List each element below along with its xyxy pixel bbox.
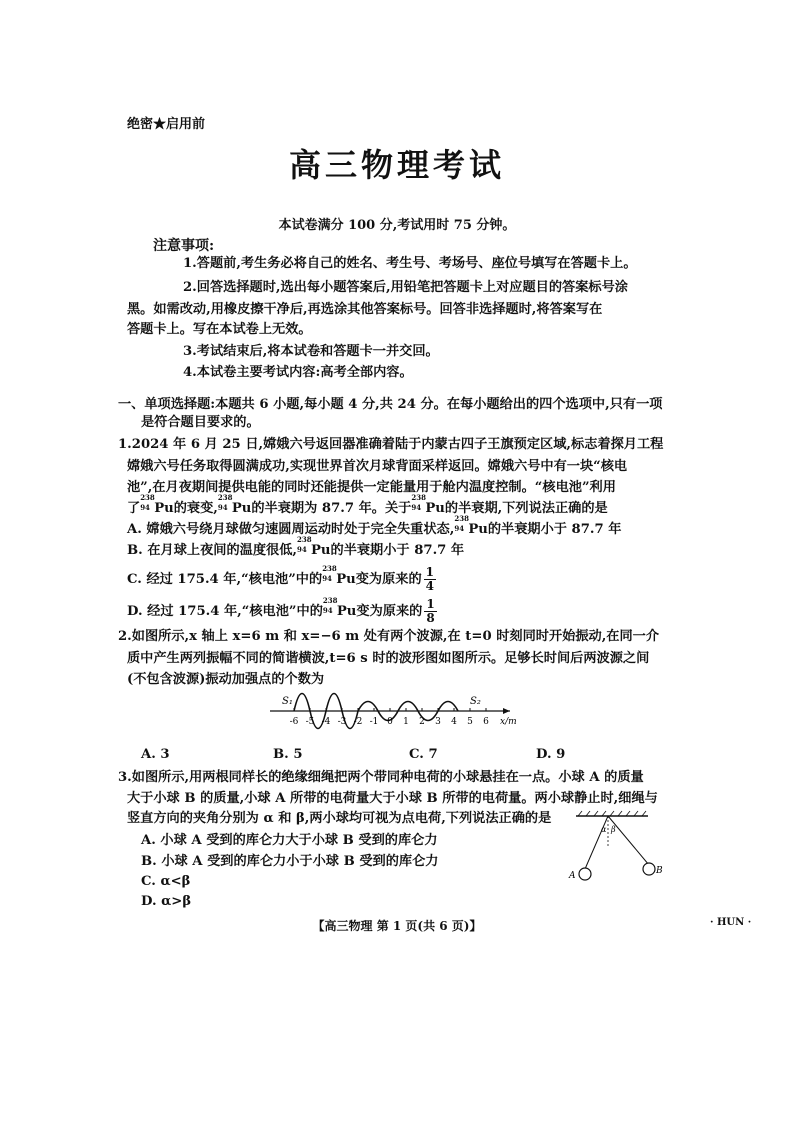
nuclide-mass: 238 xyxy=(296,535,312,544)
q1-option-b xyxy=(127,535,465,560)
pu-nuclide xyxy=(454,514,469,533)
pu-nuclide xyxy=(296,535,312,554)
section-heading-line-2: 是符合题目要求的。 xyxy=(141,415,260,430)
axis-unit-label: x/m xyxy=(500,717,517,727)
q3-option-a: A. 小球 A 受到的库仑力大于小球 B 受到的库仑力 xyxy=(141,833,438,848)
q1-line-4-c: 的半衰期为 87.7 年。关于 xyxy=(251,501,412,516)
q1-option-d xyxy=(127,598,437,625)
note-2-line-2: 黑。如需改动,用橡皮擦干净后,再选涂其他答案标号。回答非选择题时,将答案写在 xyxy=(127,302,603,317)
q1-option-a-text-2: 的半衰期小于 87.7 年 xyxy=(487,522,622,537)
pu-nuclide xyxy=(217,493,233,512)
page-title: 高三物理考试 xyxy=(288,146,505,184)
q2-line-2: 质中产生两列振幅不同的简谐横波,t=6 s 时的波形图如图所示。足够长时间后两波源之间 xyxy=(127,651,650,666)
fraction-numerator: 1 xyxy=(425,565,434,579)
q1-option-d-text-2: 变为原来的 xyxy=(356,604,423,619)
angle-alpha-label: α xyxy=(601,825,607,834)
note-3: 3.考试结束后,将本试卷和答题卡一并交回。 xyxy=(183,344,439,359)
notes-heading: 注意事项: xyxy=(153,238,215,254)
axis-tick-label: -5 xyxy=(305,717,315,727)
nuclide-symbol: Pu xyxy=(468,522,488,537)
nuclide-symbol: Pu xyxy=(425,501,445,516)
nuclide-charge: 94 xyxy=(217,503,228,512)
angle-beta-label: β xyxy=(611,825,616,834)
ball-a xyxy=(579,868,591,880)
q3-line-1: 3.如图所示,用两根同样长的绝缘细绳把两个带同种电荷的小球悬挂在一点。小球 A 的质量 xyxy=(118,770,644,785)
q2-option-d: D. 9 xyxy=(536,747,566,762)
nuclide-mass: 238 xyxy=(140,493,155,502)
q3-option-c: C. α<β xyxy=(141,874,191,889)
axis-tick-label: 3 xyxy=(435,717,441,727)
nuclide-symbol: Pu xyxy=(231,501,252,516)
axis-tick-label: -6 xyxy=(289,717,299,727)
nuclide-mass: 238 xyxy=(217,493,233,502)
exam-info: 本试卷满分 100 分,考试用时 75 分钟。 xyxy=(278,218,516,233)
q1-option-a-text: A. 嫦娥六号绕月球做匀速圆周运动时处于完全失重状态, xyxy=(127,522,455,537)
axis-tick-label: 0 xyxy=(387,717,393,727)
ball-b-label: B xyxy=(656,866,663,876)
fraction-one-quarter xyxy=(424,566,436,593)
q2-option-c: C. 7 xyxy=(409,747,438,762)
q1-option-c-text: C. 经过 175.4 年,“核电池”中的 xyxy=(127,572,323,587)
paper-code: · HUN · xyxy=(710,917,752,928)
note-4: 4.本试卷主要考试内容:高考全部内容。 xyxy=(183,365,413,380)
nuclide-mass: 238 xyxy=(322,596,338,605)
q1-line-1: 1.2024 年 6 月 25 日,嫦娥六号返回器准确着陆于内蒙古四子王旗预定区域,标志着探月工程 xyxy=(118,437,664,452)
nuclide-symbol: Pu xyxy=(310,543,331,558)
fraction-one-eighth xyxy=(424,598,436,625)
nuclide-charge: 94 xyxy=(322,606,333,615)
pu-nuclide xyxy=(140,493,155,512)
q3-option-b: B. 小球 A 受到的库仑力小于小球 B 受到的库仑力 xyxy=(141,854,439,869)
string-b xyxy=(608,816,649,865)
axis-tick-label: 6 xyxy=(483,717,489,727)
axis-arrow-icon xyxy=(503,708,510,714)
ceiling-hatch xyxy=(578,811,646,816)
nuclide-charge: 94 xyxy=(322,574,332,583)
axis-tick-label: 5 xyxy=(467,717,473,727)
string-a xyxy=(585,816,608,869)
q1-line-3: 池”,在月夜期间提供电能的同时还能提供一定能量用于舱内温度控制。“核电池”利用 xyxy=(127,480,616,495)
q1-line-2: 嫦娥六号任务取得圆满成功,实现世界首次月球背面采样返回。嫦娥六号中有一块“核电 xyxy=(127,459,628,474)
page-footer: 【高三物理 第 1 页(共 6 页)】 xyxy=(312,919,482,933)
nuclide-symbol: Pu xyxy=(336,604,357,619)
q3-option-d: D. α>β xyxy=(141,894,192,909)
q1-line-4-d: 的半衰期,下列说法正确的是 xyxy=(444,501,608,516)
q1-option-c-text-2: 变为原来的 xyxy=(355,572,422,587)
q1-option-a xyxy=(127,514,622,539)
nuclide-charge: 94 xyxy=(140,503,150,512)
q1-line-4 xyxy=(127,493,608,518)
fraction-denominator: 4 xyxy=(425,579,434,593)
note-2-line-1: 2.回答选择题时,选出每小题答案后,用铅笔把答题卡上对应题目的答案标号涂 xyxy=(183,280,628,295)
nuclide-symbol: Pu xyxy=(154,501,174,516)
q1-line-4-a: 了 xyxy=(127,501,141,516)
axis-tick-label: -4 xyxy=(321,717,331,727)
q1-option-b-text-2: 的半衰期小于 87.7 年 xyxy=(330,543,465,558)
axis-tick-label: 2 xyxy=(419,717,425,727)
ball-b xyxy=(643,863,655,875)
q2-line-1: 2.如图所示,x 轴上 x=6 m 和 x=−6 m 处有两个波源,在 t=0 时刻同时开始振动,在同一介 xyxy=(118,629,660,644)
fraction-numerator: 1 xyxy=(426,597,435,611)
nuclide-charge: 94 xyxy=(454,524,465,533)
axis-tick-label: 4 xyxy=(451,717,457,727)
q1-option-c xyxy=(127,566,436,593)
nuclide-charge: 94 xyxy=(411,503,422,512)
q2-option-a: A. 3 xyxy=(141,747,170,762)
pu-nuclide xyxy=(322,596,338,615)
q3-line-2: 大于小球 B 的质量,小球 A 所带的电荷量大于小球 B 所带的电荷量。两小球静止时,细绳与 xyxy=(127,791,658,806)
note-2-line-3: 答题卡上。写在本试卷上无效。 xyxy=(127,322,312,337)
wave-figure xyxy=(260,682,540,740)
q1-option-d-text: D. 经过 175.4 年,“核电池”中的 xyxy=(127,604,323,619)
ball-a-label: A xyxy=(569,871,576,881)
nuclide-mass: 238 xyxy=(411,493,426,502)
q1-option-b-text: B. 在月球上夜间的温度很低, xyxy=(127,543,297,558)
q2-option-b: B. 5 xyxy=(273,747,303,762)
source-s1-label: S₁ xyxy=(282,696,293,707)
axis-tick-label: 1 xyxy=(403,717,409,727)
axis-tick-label: -2 xyxy=(353,717,363,727)
nuclide-mass: 238 xyxy=(454,514,469,523)
note-1: 1.答题前,考生务必将自己的姓名、考生号、考场号、座位号填写在答题卡上。 xyxy=(183,256,637,271)
pu-nuclide xyxy=(411,493,426,512)
section-heading-line-1: 一、单项选择题:本题共 6 小题,每小题 4 分,共 24 分。在每小题给出的四个选项中,只有一项 xyxy=(118,397,663,412)
axis-tick-label: -3 xyxy=(337,717,347,727)
q1-line-4-b: 的衰变, xyxy=(173,501,218,516)
nuclide-symbol: Pu xyxy=(336,572,356,587)
axis-tick-label: -1 xyxy=(369,717,379,727)
fraction-denominator: 8 xyxy=(426,611,435,625)
q3-line-3: 竖直方向的夹角分别为 α 和 β,两小球均可视为点电荷,下列说法正确的是 xyxy=(127,811,552,826)
nuclide-charge: 94 xyxy=(296,545,307,554)
confidential-mark: 绝密★启用前 xyxy=(127,117,206,132)
pu-nuclide xyxy=(322,564,337,583)
nuclide-mass: 238 xyxy=(322,564,337,573)
source-s2-label: S₂ xyxy=(470,696,481,707)
pendulum-figure xyxy=(566,810,666,886)
q2-line-3: (不包含波源)振动加强点的个数为 xyxy=(127,672,325,687)
